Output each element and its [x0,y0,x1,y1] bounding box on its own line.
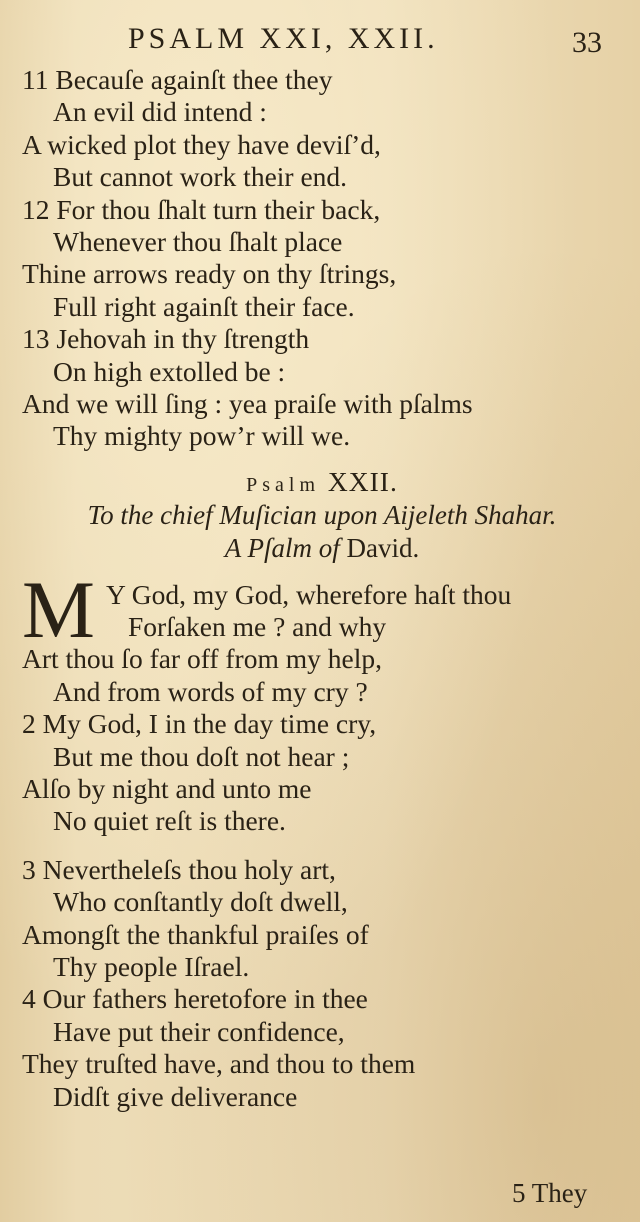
verse-line: Thine arrows ready on thy ſtrings, [22,258,397,290]
caption-roman: David. [346,532,420,563]
psalm-21-verses [22,64,622,453]
verse-line: On high extolled be : [53,355,286,387]
page-number: 33 [572,26,602,59]
catchword: 5 They [512,1178,588,1208]
verse-line: They truſted have, and thou to them [22,1048,416,1080]
verse-line: And from words of my cry ? [53,675,368,707]
verse-line: Didſt give deliverance [53,1080,298,1112]
drop-cap: M [22,563,95,655]
body-text [22,64,622,1113]
verse-line: An evil did intend : [53,96,267,128]
verse-line: 4 Our fathers heretofore in thee [22,983,368,1015]
verse-line: Thy people Iſrael. [53,950,250,982]
verse-line: But cannot work their end. [53,161,348,193]
psalm-22-verses [22,563,622,838]
verse-line: And we will ſing : yea praiſe with pſalms [22,387,473,419]
verse-line: Forſaken me ? and why [128,611,387,643]
verse-line: Whenever thou ſhalt place [53,225,343,257]
verse-line: Who conſtantly doſt dwell, [53,886,348,918]
page-header [0,22,640,58]
verse-line: 11 Becauſe againſt thee they [22,64,333,95]
verse-line: Amongſt the thankful praiſes of [22,918,369,950]
psalm-22-title [22,465,622,499]
verse-line: Alſo by night and unto me [22,773,312,805]
verse-line: Full right againſt their face. [53,290,355,322]
psalm-title-number: XXII. [327,465,398,497]
verse-line: 2 My God, I in the day time cry, [22,708,377,740]
verse-line: 12 For thou ſhalt turn their back, [22,193,381,225]
running-head: PSALM XXI, XXII. [128,22,439,55]
verse-line: But me thou doſt not hear ; [53,740,350,772]
psalm-title-word: Psalm [246,473,321,496]
psalm-caption-line-1: To the chief Muſician upon Aijeleth Shahar. [87,499,557,530]
verse-line: Y God, my God, wherefore haſt thou [106,578,512,610]
verse-line: 3 Neverthelеſs thou holy art, [22,853,336,885]
caption-italic: A Pſalm of [224,532,340,563]
verse-line: A wicked plot they have deviſ’d, [22,128,381,160]
psalm-caption-line-2 [22,532,622,565]
verse-line: No quiet reſt is there. [53,805,286,837]
verse-line: Art thou ſo far off from my help, [22,643,382,675]
psalm-22-verses-cont [22,854,622,1113]
verse-line: Have put their confidence, [53,1015,345,1047]
verse-line: 13 Jehovah in thy ſtrength [22,323,310,355]
verse-line: Thy mighty pow’r will we. [53,420,351,452]
